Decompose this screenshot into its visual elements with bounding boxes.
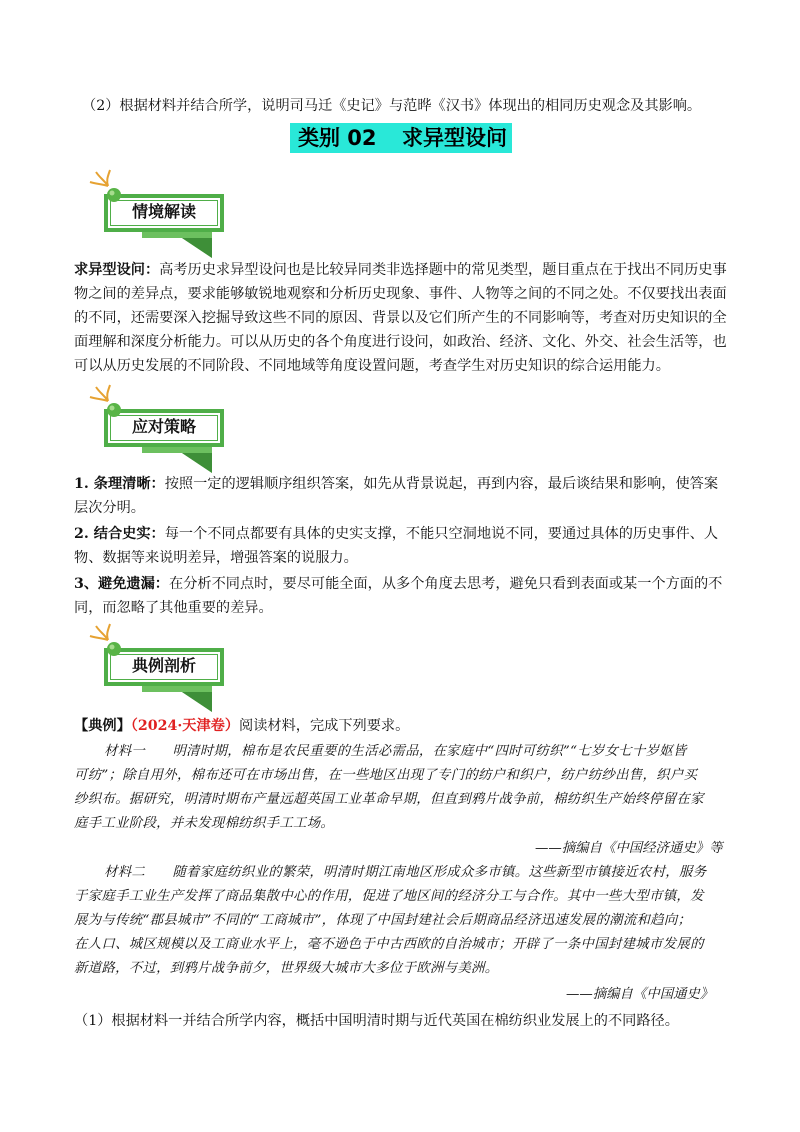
strategy-3-line-2: 同，而忽略了其他重要的差异。 — [74, 600, 273, 616]
material-1-line-3: 纱织布。据研究，明清时期布产量远超英国工业革命早期，但直到鸦片战争前，棉纺织生产始终停留在家 — [74, 792, 704, 807]
badge-context — [84, 168, 224, 258]
material-1-line-4: 庭手工业阶段，并未发现棉纺织手工工场。 — [74, 816, 335, 831]
material-1-source: ——摘编自《中国经济通史》等 — [535, 841, 723, 856]
category-banner — [290, 123, 512, 153]
category-title: 求异型设问 — [402, 126, 507, 150]
material-2-line-3: 展为与传统“郡县城市”不同的“工商城市”，体现了中国封建社会后期商品经济迅速发展的潮流和趋向； — [74, 913, 692, 928]
context-term: 求异型设问： — [74, 262, 160, 278]
material-1-line-2: 可纺”；除自用外，棉布还可在市场出售，在一些地区出现了专门的纺户和织户，纺户纺纱出售，织户买 — [74, 768, 698, 783]
strategy-3-label: 3、避免遗漏： — [74, 576, 169, 592]
strategy-2-line-2: 物、数据等来说明差异，增强答案的说服力。 — [74, 550, 358, 566]
context-line-1: 求异型设问：高考历史求异型设问也是比较异同类非选择题中的常见类型，题目重点在于找出不同历史事 — [74, 262, 727, 278]
badge-example — [84, 622, 224, 712]
badge-label: 典例剖析 — [131, 656, 196, 675]
context-line-4: 面理解和深度分析能力。可以从历史的各个角度进行设问，如政治、经济、文化、外交、社会生活等，也 — [74, 334, 727, 350]
category-number: 类别 02 — [298, 126, 377, 150]
context-line-3: 的不同，还需要深入挖掘导致这些不同的原因、背景以及它们所产生的不同影响等，考查对历史知识的全 — [74, 310, 727, 326]
strategy-1-label: 1. 条理清晰： — [74, 476, 165, 492]
strategy-1-line-2: 层次分明。 — [74, 500, 145, 516]
example-tag: 【典例】 — [74, 718, 131, 734]
strategy-3-line-1: 3、避免遗漏：在分析不同点时，要尽可能全面，从多个角度去思考，避免只看到表面或某一个方面的不 — [74, 576, 723, 592]
context-line-5: 可以从历史发展的不同阶段、不同地域等角度设置问题，考查学生对历史知识的综合运用能力。 — [74, 358, 670, 374]
strategy-1-line-1: 1. 条理清晰：按照一定的逻辑顺序组织答案，如先从背景说起，再到内容，最后谈结果和影响，使答案 — [74, 476, 719, 492]
question-1-text: （1）根据材料一并结合所学内容，概括中国明清时期与近代英国在棉纺织业发展上的不同路径。 — [74, 1013, 679, 1029]
strategy-2-label: 2. 结合史实： — [74, 526, 165, 542]
material-2-line-1: 材料二 随着家庭纺织业的繁荣，明清时期江南地区形成众多市镇。这些新型市镇接近农村，服务 — [104, 865, 707, 880]
bow-knot-icon — [84, 622, 124, 666]
example-source-paper: （2024·天津卷） — [130, 718, 240, 734]
context-line-2: 物之间的差异点，要求能够敏锐地观察和分析历史现象、事件、人物等之间的不同之处。不仅要找出表面 — [74, 286, 727, 302]
material-1-line-1: 材料一 明清时期，棉布是农民重要的生活必需品，在家庭中“四时可纺织”“七岁女七十岁妪皆 — [104, 744, 687, 759]
question-2-text: （2）根据材料并结合所学，说明司马迁《史记》与范晔《汉书》体现出的相同历史观念及其影响。 — [82, 98, 702, 114]
material-2-line-4: 在人口、城区规模以及工商业水平上，毫不逊色于中古西欧的自治城市；开辟了一条中国封建城市发展的 — [74, 937, 704, 952]
material-2-line-5: 新道路，不过，到鸦片战争前夕，世界级大城市大多位于欧洲与美洲。 — [74, 961, 499, 976]
bow-knot-icon — [84, 168, 124, 212]
example-instruction: 阅读材料，完成下列要求。 — [239, 718, 410, 734]
example-heading — [74, 716, 409, 736]
badge-strategy — [84, 383, 224, 473]
bow-knot-icon — [84, 383, 124, 427]
badge-label: 情境解读 — [131, 202, 196, 221]
material-2-line-2: 于家庭手工业生产发挥了商品集散中心的作用，促进了地区间的经济分工与合作。其中一些大型市镇，发 — [74, 889, 704, 904]
badge-label: 应对策略 — [131, 417, 196, 436]
strategy-2-line-1: 2. 结合史实：每一个不同点都要有具体的史实支撑，不能只空洞地说不同，要通过具体的历史事件、人 — [74, 526, 719, 542]
material-2-source: ——摘编自《中国通史》 — [566, 987, 714, 1002]
